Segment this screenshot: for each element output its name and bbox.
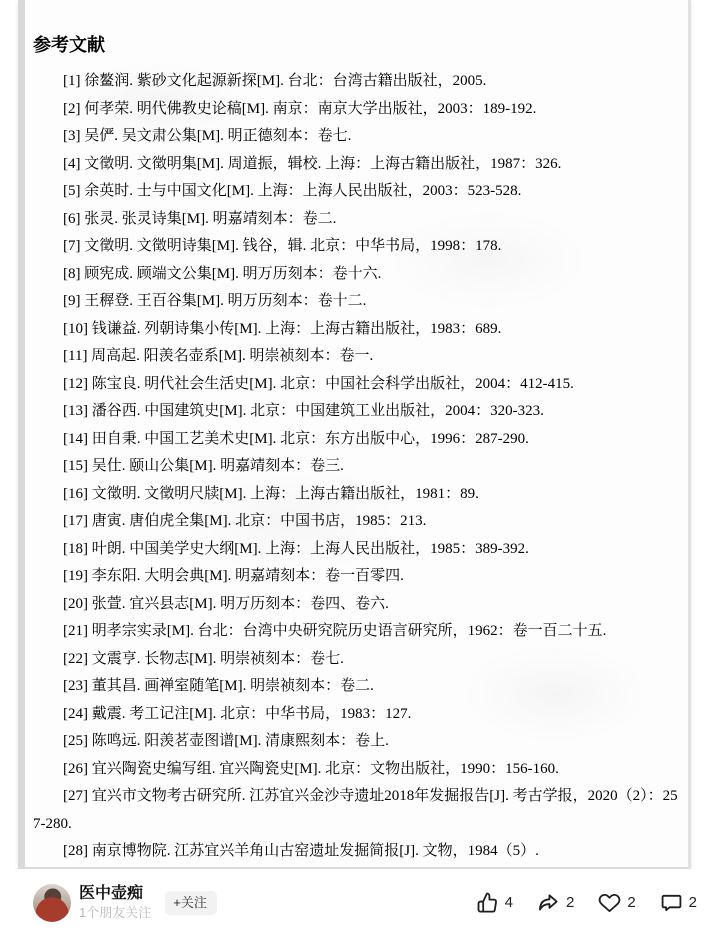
reference-item: [19] 李东阳. 大明会典[M]. 明嘉靖刻本：卷一百零四.: [63, 568, 404, 584]
follow-button[interactable]: +关注: [165, 891, 217, 915]
references-list: [33, 68, 680, 866]
document-page: [18, 0, 691, 869]
comment-action[interactable]: [660, 891, 697, 914]
heart-icon: [598, 891, 621, 914]
reference-item: [28] 南京博物院. 江苏宜兴羊角山古窑遗址发掘简报[J]. 文物，1984（5）.: [63, 843, 539, 859]
references-heading: 参考文献: [33, 35, 105, 55]
reference-item: [8] 顾宪成. 顾端文公集[M]. 明万历刻本：卷十六.: [63, 265, 382, 282]
reference-item: [7] 文徵明. 文徵明诗集[M]. 钱谷，辑. 北京：中华书局，1998：178.: [63, 238, 502, 254]
reference-item: [5] 余英时. 士与中国文化[M]. 上海：上海人民出版社，2003：523-528.: [63, 183, 522, 199]
thumbs-up-icon: [476, 891, 499, 914]
reference-item: [6] 张灵. 张灵诗集[M]. 明嘉靖刻本：卷二.: [63, 210, 337, 227]
reference-item: [20] 张萱. 宜兴县志[M]. 明万历刻本：卷四、卷六.: [63, 595, 389, 612]
author-action-bar: [0, 869, 713, 936]
document-content: [25, 0, 688, 866]
reference-item: [17] 唐寅. 唐伯虎全集[M]. 北京：中国书店，1985：213.: [63, 513, 427, 529]
share-action[interactable]: [537, 891, 574, 914]
reference-item: [21] 明孝宗实录[M]. 台北：台湾中央研究院历史语言研究所，1962：卷一百二十五.: [63, 623, 607, 639]
like-count: 4: [504, 894, 513, 911]
reference-item: [13] 潘谷西. 中国建筑史[M]. 北京：中国建筑工业出版社，2004：320-323.: [63, 403, 544, 419]
reference-item: [23] 董其昌. 画禅室随笔[M]. 明崇祯刻本：卷二.: [63, 678, 374, 694]
reference-item: [24] 戴震. 考工记注[M]. 北京：中华书局，1983：127.: [63, 705, 412, 722]
author-followers-note: 1个朋友关注: [79, 905, 152, 920]
reference-item: [3] 吴俨. 吴文肃公集[M]. 明正德刻本：卷七.: [63, 128, 352, 144]
reference-item: [27] 宜兴市文物考古研究所. 江苏宜兴金沙寺遗址2018年发掘报告[J]. 考古学报，2020（2）：257-280.: [33, 788, 678, 832]
reference-item: [1] 徐鳌润. 紫砂文化起源新探[M]. 台北：台湾古籍出版社，2005.: [63, 73, 487, 89]
author-name: 医中壶痴: [79, 885, 144, 902]
share-count: 2: [565, 894, 575, 911]
reference-item: [14] 田自秉. 中国工艺美术史[M]. 北京：东方出版中心，1996：287-290.: [63, 430, 529, 447]
favorite-count: 2: [627, 894, 636, 911]
comment-count: 2: [688, 894, 697, 911]
favorite-action[interactable]: [598, 891, 635, 914]
reference-item: [10] 钱谦益. 列朝诗集小传[M]. 上海：上海古籍出版社，1983：689.: [63, 320, 502, 337]
reference-item: [12] 陈宝良. 明代社会生活史[M]. 北京：中国社会科学出版社，2004：412-415.: [63, 375, 574, 392]
reference-item: [26] 宜兴陶瓷史编写组. 宜兴陶瓷史[M]. 北京：文物出版社，1990：156-160.: [63, 760, 559, 777]
share-icon: [537, 891, 560, 914]
comment-icon: [660, 891, 683, 914]
reference-item: [16] 文徵明. 文徵明尺牍[M]. 上海：上海古籍出版社，1981：89.: [63, 485, 479, 502]
author-avatar[interactable]: [33, 884, 71, 922]
reference-item: [9] 王稺登. 王百谷集[M]. 明万历刻本：卷十二.: [63, 293, 367, 309]
reference-item: [25] 陈鸣远. 阳羡茗壶图谱[M]. 清康熙刻本：卷上.: [63, 733, 389, 749]
like-action[interactable]: [476, 891, 513, 914]
reference-item: [18] 叶朗. 中国美学史大纲[M]. 上海：上海人民出版社，1985：389-392.: [63, 540, 529, 557]
reference-item: [15] 吴仕. 颐山公集[M]. 明嘉靖刻本：卷三.: [63, 458, 344, 474]
reference-item: [11] 周高起. 阳羡名壶系[M]. 明崇祯刻本：卷一.: [63, 348, 374, 364]
engagement-actions: [476, 891, 697, 914]
reference-item: [4] 文徵明. 文徵明集[M]. 周道振，辑校. 上海：上海古籍出版社，1987：326.: [63, 155, 562, 172]
author-meta[interactable]: [79, 884, 151, 921]
reference-item: [22] 文震亨. 长物志[M]. 明崇祯刻本：卷七.: [63, 650, 344, 667]
reference-item: [2] 何孝荣. 明代佛教史论稿[M]. 南京：南京大学出版社，2003：189-192.: [63, 100, 537, 117]
